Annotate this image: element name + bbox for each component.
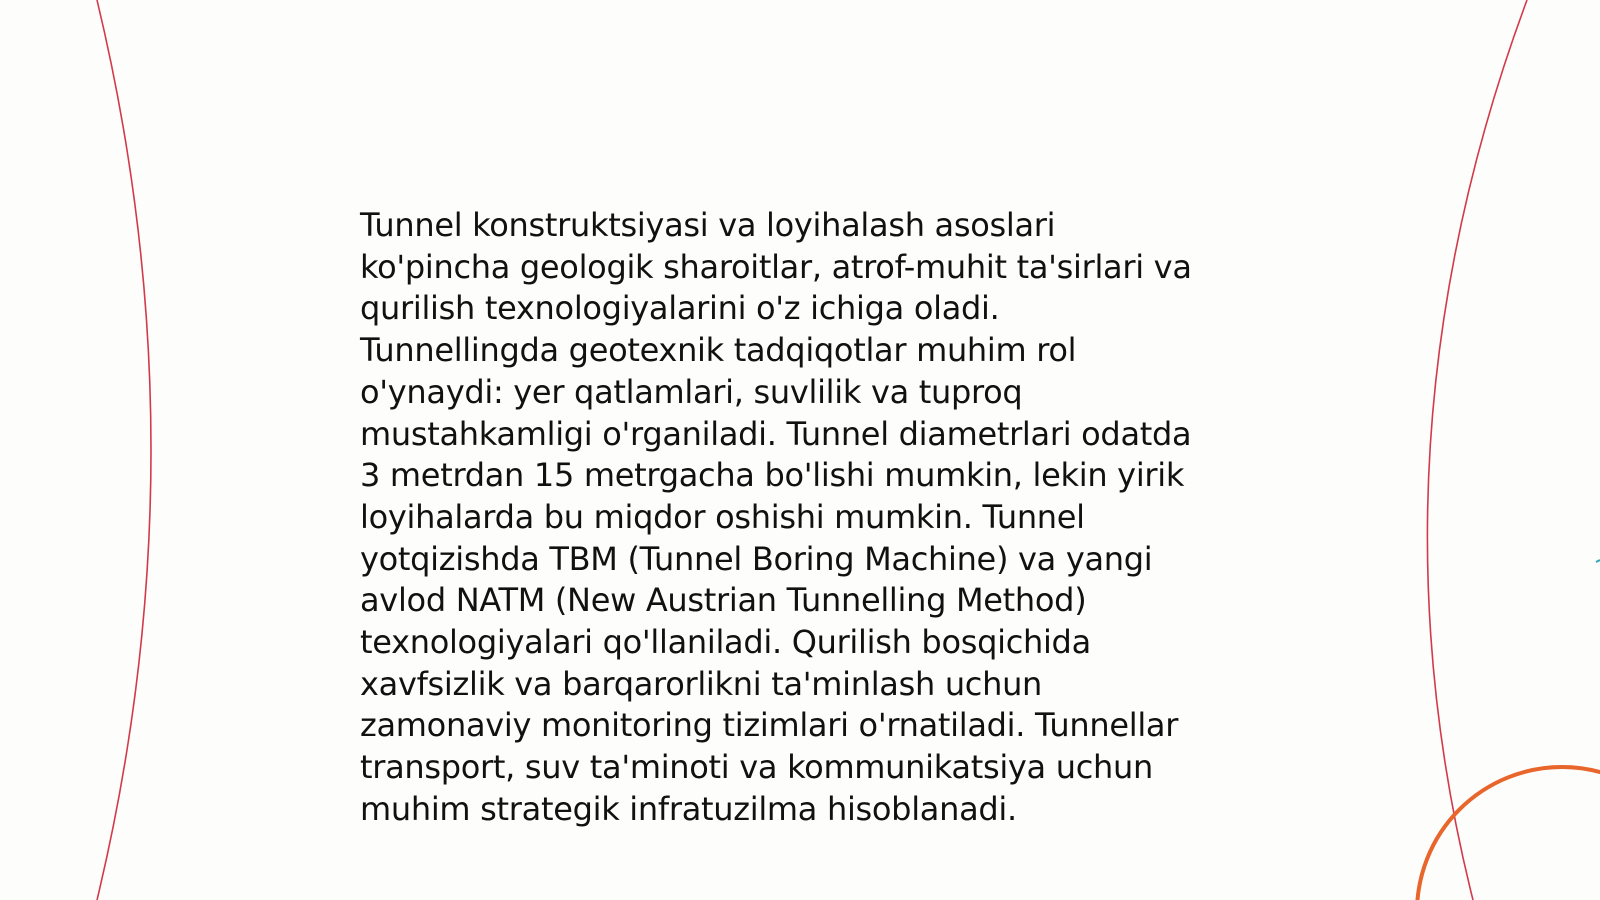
teal-accent-mark (1596, 560, 1600, 562)
right-arc (1427, 0, 1527, 900)
orange-circle (1417, 767, 1600, 900)
slide-body-text: Tunnel konstruktsiyasi va loyihalash asoslari ko'pincha geologik sharoitlar, atrof-muhit ta'sirlari va qurilish texnologiyalarini o'z ichiga oladi. Tunnellingda geotexnik tadqiqotlar muhim rol o'ynaydi: yer qatlamlari, suvlilik va tuproq mustahkamligi o'rganiladi. Tunnel diametrlari odatda 3 metrdan 15 metrgacha bo'lishi mumkin, lekin yirik loyihalarda bu miqdor oshishi mumkin. Tunnel yotqizishda TBM (Tunnel Boring Machine) va yangi avlod NATM (New Austrian Tunnelling Method) texnologiyalari qo'llaniladi. Qurilish bosqichida xavfsizlik va barqarorlikni ta'minlash uchun zamonaviy monitoring tizimlari o'rnatiladi. Tunnellar transport, suv ta'minoti va kommunikatsiya uchun muhim strategik infratuzilma hisoblanadi. (360, 206, 1192, 828)
left-arc (97, 0, 151, 900)
